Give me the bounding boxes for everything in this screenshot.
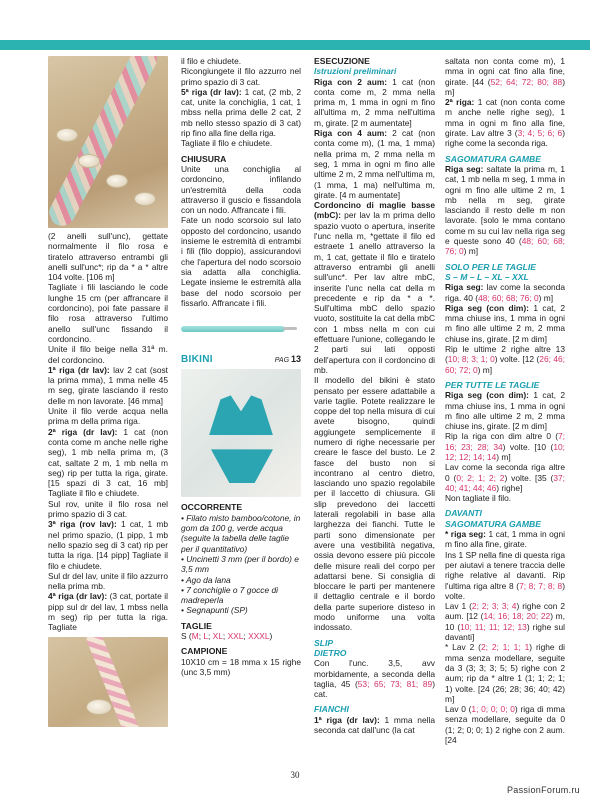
row-label: 1ª riga (dr lav): bbox=[48, 364, 110, 375]
text-p: Sul rov, unite il filo rosa nel primo spazio di 3 cat. bbox=[48, 498, 168, 520]
sizes-line: S (M; L; XL; XXL; XXXL) bbox=[181, 630, 273, 641]
column-4 bbox=[445, 56, 565, 794]
row-seg: * riga seg: 1 cat, 1 mma in ogni m fino alla fine, girate. bbox=[445, 529, 565, 550]
text-p: il filo e chiudete. bbox=[181, 56, 242, 66]
top-accent-bar bbox=[0, 40, 590, 50]
row-seg-dim: Riga seg (con dim): 1 cat, 2 mma chiuse ins, 1 mma in ogni m fino alle ultime 2 m, 2 mma chiuse ins, girate. [2 m dim] bbox=[445, 302, 565, 344]
column-1 bbox=[48, 56, 168, 794]
row-5 bbox=[181, 87, 301, 138]
section-heading-fianchi: FIANCHI bbox=[314, 704, 349, 715]
text-p: Unite il filo beige nella 31ª m. del cordoncino. bbox=[48, 344, 168, 365]
photo-shell-necklace bbox=[48, 56, 168, 228]
list-item: • Uncinetti 3 mm (per il bordo) e 3,5 mm bbox=[181, 553, 299, 575]
list-item: • 7 conchiglie o 7 gocce di madreperla bbox=[181, 584, 278, 606]
row-4 bbox=[48, 591, 168, 632]
text-p: Fate un nodo scorsoio sul lato opposto del cordoncino, usando insieme le estremità di entrambi i fili (filo doppio), assicurandovi che l'apertura del nodo scorsoio sia adatta alla conchiglia. Legate insieme le estremità alla base del nodo scorsoio per fissarlo. Affrancate i fili. bbox=[181, 215, 301, 308]
text-p: * Lav 2 (2; 2; 1; 1; 1) righe di mma senza modellare, seguite da 3 (3; 3; 3; 5; 5) righe con 2 aum; rip da * altre 1 (1; 1; 2; 1; 1) volte. [24 (26; 28; 36; 40; 42) m] bbox=[445, 642, 565, 704]
subheading-istruzioni: Istruzioni preliminari bbox=[314, 66, 397, 77]
text-p: Unite il filo verde acqua nella prima m della prima riga. bbox=[48, 406, 168, 427]
text-p: Lav come la seconda riga altre 0 (0; 2; 1; 2; 2) volte. [35 (37; 40; 41; 44; 46) righe] bbox=[445, 462, 565, 493]
row-aum-2: Riga con 2 aum: 1 cat (non conta come m, 2 mma nella prima m, 1 mma in ogni m fino all'ultima m, 2 mma nell'ultima m, girate. [2 m aumentate] bbox=[314, 76, 435, 128]
row-2 bbox=[48, 427, 168, 499]
page-ref: PAG 13 bbox=[274, 354, 301, 365]
text-p: Rip la riga con dim altre 0 (7; 16; 23; 28; 34) volte. [10 (10; 12; 12; 14; 14) m] bbox=[445, 431, 565, 462]
section-heading-campione: CAMPIONE bbox=[181, 646, 228, 657]
section-heading-taglie: TAGLIE bbox=[181, 620, 212, 631]
bikini-header bbox=[181, 354, 301, 366]
section-heading-occorrente: OCCORRENTE bbox=[181, 502, 243, 513]
row-seg: Riga seg: saltate la prima m, 1 cat, 1 mb nella m seg, 1 mma in ogni m fino alle ultime 2 m, 1 mb nella m seg, girate lasciando il resto delle m non lavorate. [solo le mma contano come m su cui lav nella riga seg e queste sono 40 (48; 60; 68; 76; 0) m] bbox=[445, 163, 565, 257]
row-text: 1 cat, 1 mb nel primo spazio, (1 pipp, 1 mb nello spazio seg di 3 cat) rip per tutta la riga. [14 pipp] Tagliate il filo e chiudete. bbox=[48, 519, 168, 571]
row-label: 2ª riga (dr lav): bbox=[48, 426, 118, 437]
row-aum-4: Riga con 4 aum: 2 cat (non conta come m), (1 ma, 1 mma) nella prima m, 2 mma nella m seg, 1 mma in ogni m fino alle ultime 2 m, 2 mma nell'ultima m, (1 mma, 1 ma) nell'ultima m, girate. [4 m aumentate] bbox=[314, 128, 435, 200]
watermark: PassionForum.ru bbox=[506, 784, 580, 795]
shell-icon bbox=[78, 154, 100, 168]
list-item: • Segnapunti (SP) bbox=[181, 605, 248, 616]
text-p: 10X10 cm = 18 mma x 15 righe (unc 3,5 mm) bbox=[181, 656, 301, 677]
row-text: 1 cat, (2 mb, 2 cat, unite la conchiglia, 1 cat, 1 mbss nella prima delle 2 cat, 2 mb nello stesso spazio di 3 cat) rip fino alla fine della riga. bbox=[181, 86, 301, 139]
text-p: Unite una conchiglia al cordoncino, infilando un'estremità della coda attraverso il guscio e fissandola con un nodo. Affrancate i fili. bbox=[181, 163, 301, 216]
bikini-bottom-image bbox=[211, 449, 273, 483]
photo-shell-detail bbox=[48, 637, 168, 727]
row-f1: 1ª riga (dr lav): 1 mma nella seconda cat dall'unc (la cat bbox=[314, 714, 435, 735]
row-label: 3ª riga (rov lav): bbox=[48, 519, 117, 530]
text-p: Lav 0 (1; 0; 0; 0; 0) riga di mma senza modellare, seguite da 0 (1; 2; 0; 0; 1) 2 righe con 2 aum. [24 bbox=[445, 704, 565, 745]
text-p: Sul dr del lav, unite il filo azzurro nella prima mb. bbox=[48, 570, 168, 592]
section-heading-esecuzione: ESECUZIONE bbox=[314, 56, 370, 66]
text-p: Ins 1 SP nella fine di questa riga per aiutavi a tenere traccia delle righe relative al davanti. Rip l'ultima riga altre 8 (7; 8; 7; 8; 8) volte. bbox=[445, 549, 565, 601]
text-p: Con l'unc. 3,5, avv morbidamente, a seconda della taglia, 45 (53; 65; 73; 81; 89) cat. bbox=[314, 658, 435, 700]
row-text: 1 cat (non conta come m anche nelle righe seg), 1 mb nella prima m, (3 cat, saltate 2 m, 1 mb nella m seg) rip per tutta la riga, girate. [15 spazi di 3 cat, 16 mb] Tagliate il filo e chiudete. bbox=[48, 426, 168, 499]
page-number: 30 bbox=[290, 770, 300, 780]
row-text: (3 cat, portate il pipp sul dr del lav, 1 mbss nella m seg) rip per tutta la riga. Tagliate bbox=[48, 591, 168, 633]
sizes-heading: S – M – L – XL – XXL bbox=[445, 271, 529, 282]
shell-icon bbox=[134, 192, 156, 206]
text-p: Ricongiungete il filo azzurro nel primo spazio di 3 cat. bbox=[181, 66, 301, 87]
row-2: 2ª riga: 1 cat (non conta come m anche nelle righe seg), 1 mma in ogni m fino alla fine, girate. Lav altre 3 (3; 4; 5; 6; 6) righe come la seconda riga. bbox=[445, 97, 565, 149]
shell-icon bbox=[106, 174, 128, 188]
materials-list bbox=[181, 513, 301, 616]
crochet-hook-image bbox=[181, 312, 301, 348]
section-heading-dietro: DIETRO bbox=[314, 647, 347, 658]
photo-bikini bbox=[181, 369, 301, 497]
section-heading-sagomatura-2: SAGOMATURA GAMBE bbox=[445, 518, 541, 529]
row-label: 5ª riga (dr lav): bbox=[181, 86, 242, 97]
text-p: Il modello del bikini è stato pensato per essere adattabile a varie taglie. Potete realizzare le coppe del top nella misura di cui avete bisogno, quindi aggiungete semplicemente il numero di righe necessarie per creare le fasce del busto. Le 2 fasce del busto non si incontrano al centro dietro, lasciando uno spazio regolabile per il laccetto di chiusura. Gli slip prevedono dei laccetti laterali regolabili in base alla larghezza dei fianchi. Tutte le parti sono dimensionate per avere una vestibilità negativa, ossia devono essere più piccole delle misure reali del corpo per adattarsi bene. Si consiglia di bloccare le parti per mantenere il dettaglio centrale e il bordo della parte superiore disteso in modo uniforme una volta indossato. bbox=[314, 375, 435, 633]
list-item: • Filato misto bamboo/cotone, in gom da 100 g, verde acqua (seguite la tabella delle taglie per il quantitativo) bbox=[181, 512, 301, 554]
text-p: Rip le ultime 2 righe altre 13 (10; 8; 3; 1; 0) volte. [12 (26; 46; 60; 72; 0) m] bbox=[445, 344, 565, 375]
text-p: Lav 1 (2; 2; 3; 3; 4) righe con 2 aum. [12 (14; 16; 18; 20; 22) m, 10 (10; 11; 11; 12; 13) righe sul davanti] bbox=[445, 601, 565, 643]
cordoncino: Cordoncino di maglie basse (mbC): per lav la m prima dello spazio vuoto o apertura, inserite l'unc nella m, *gettate il filo ed estraete 1 anello attraverso la m, 1 cat, gettate il filo e tiratelo attraverso entrambi gli anelli sull'unc*. Per lav altre mbC, inserite l'unc nella cat della m precedente e rip da * a *. Sull'ultima mbC dello spazio vuoto, sostituite la cat della mbC con 1 mbss nella m con cui effettuare l'unione, collegando le 2 parti sui lati opposti dell'apertura con il cordoncino di mb. bbox=[314, 200, 435, 375]
section-heading-chiusura: CHIUSURA bbox=[181, 153, 227, 164]
section-heading-slip: SLIP bbox=[314, 637, 334, 648]
text-p: Tagliate i fili lasciando le code lunghe 15 cm (per affrancare il cordoncino), poi fate passare il filo rosa attraverso l'ultimo anello sull'unc fissando il cordoncino. bbox=[48, 282, 168, 344]
row-label: 4ª riga (dr lav): bbox=[48, 591, 108, 602]
row-1 bbox=[48, 365, 168, 406]
list-item: • Ago da lana bbox=[181, 574, 231, 585]
text-p: saltata non conta come m), 1 mma in ogni cat fino alla fine, girate. [44 (52; 64; 72; 80; 88) m] bbox=[445, 56, 565, 97]
text-p: Tagliate il filo e chiudete. bbox=[181, 138, 273, 149]
column-3 bbox=[314, 56, 435, 794]
section-heading-solo: SOLO PER LE TAGLIE bbox=[445, 261, 537, 272]
section-heading-davanti: DAVANTI bbox=[445, 508, 482, 519]
row-seg: Riga seg: lav come la seconda riga. 40 (48; 60; 68; 76; 0) m] bbox=[445, 282, 565, 303]
section-heading-tutte: PER TUTTE LE TAGLIE bbox=[445, 379, 540, 390]
column-2 bbox=[181, 56, 301, 794]
shell-icon bbox=[86, 699, 112, 715]
row-text: lav 2 cat (sost la prima mma), 1 mma nelle 45 m seg, girate lasciando il resto delle m non lavorate. [46 mma] bbox=[48, 364, 168, 406]
text-p: (2 anelli sull'unc), gettate normalmente il filo rosa e tiratelo attraverso entrambi gli anelli sull'unc*; rip da * a * altre 104 volte. [106 m] bbox=[48, 231, 168, 283]
shell-icon bbox=[56, 128, 78, 142]
text-p: Non tagliate il filo. bbox=[445, 493, 512, 504]
row-seg-dim: Riga seg (con dim): 1 cat, 2 mma chiuse ins, 1 mma in ogni m fino alle ultime 2 m, 2 mma chiuse ins, girate. [2 m dim] bbox=[445, 390, 565, 432]
bikini-title: BIKINI bbox=[181, 354, 213, 366]
row-3 bbox=[48, 519, 168, 570]
section-heading-sagomatura: SAGOMATURA GAMBE bbox=[445, 153, 541, 164]
bikini-top-image bbox=[209, 395, 273, 435]
